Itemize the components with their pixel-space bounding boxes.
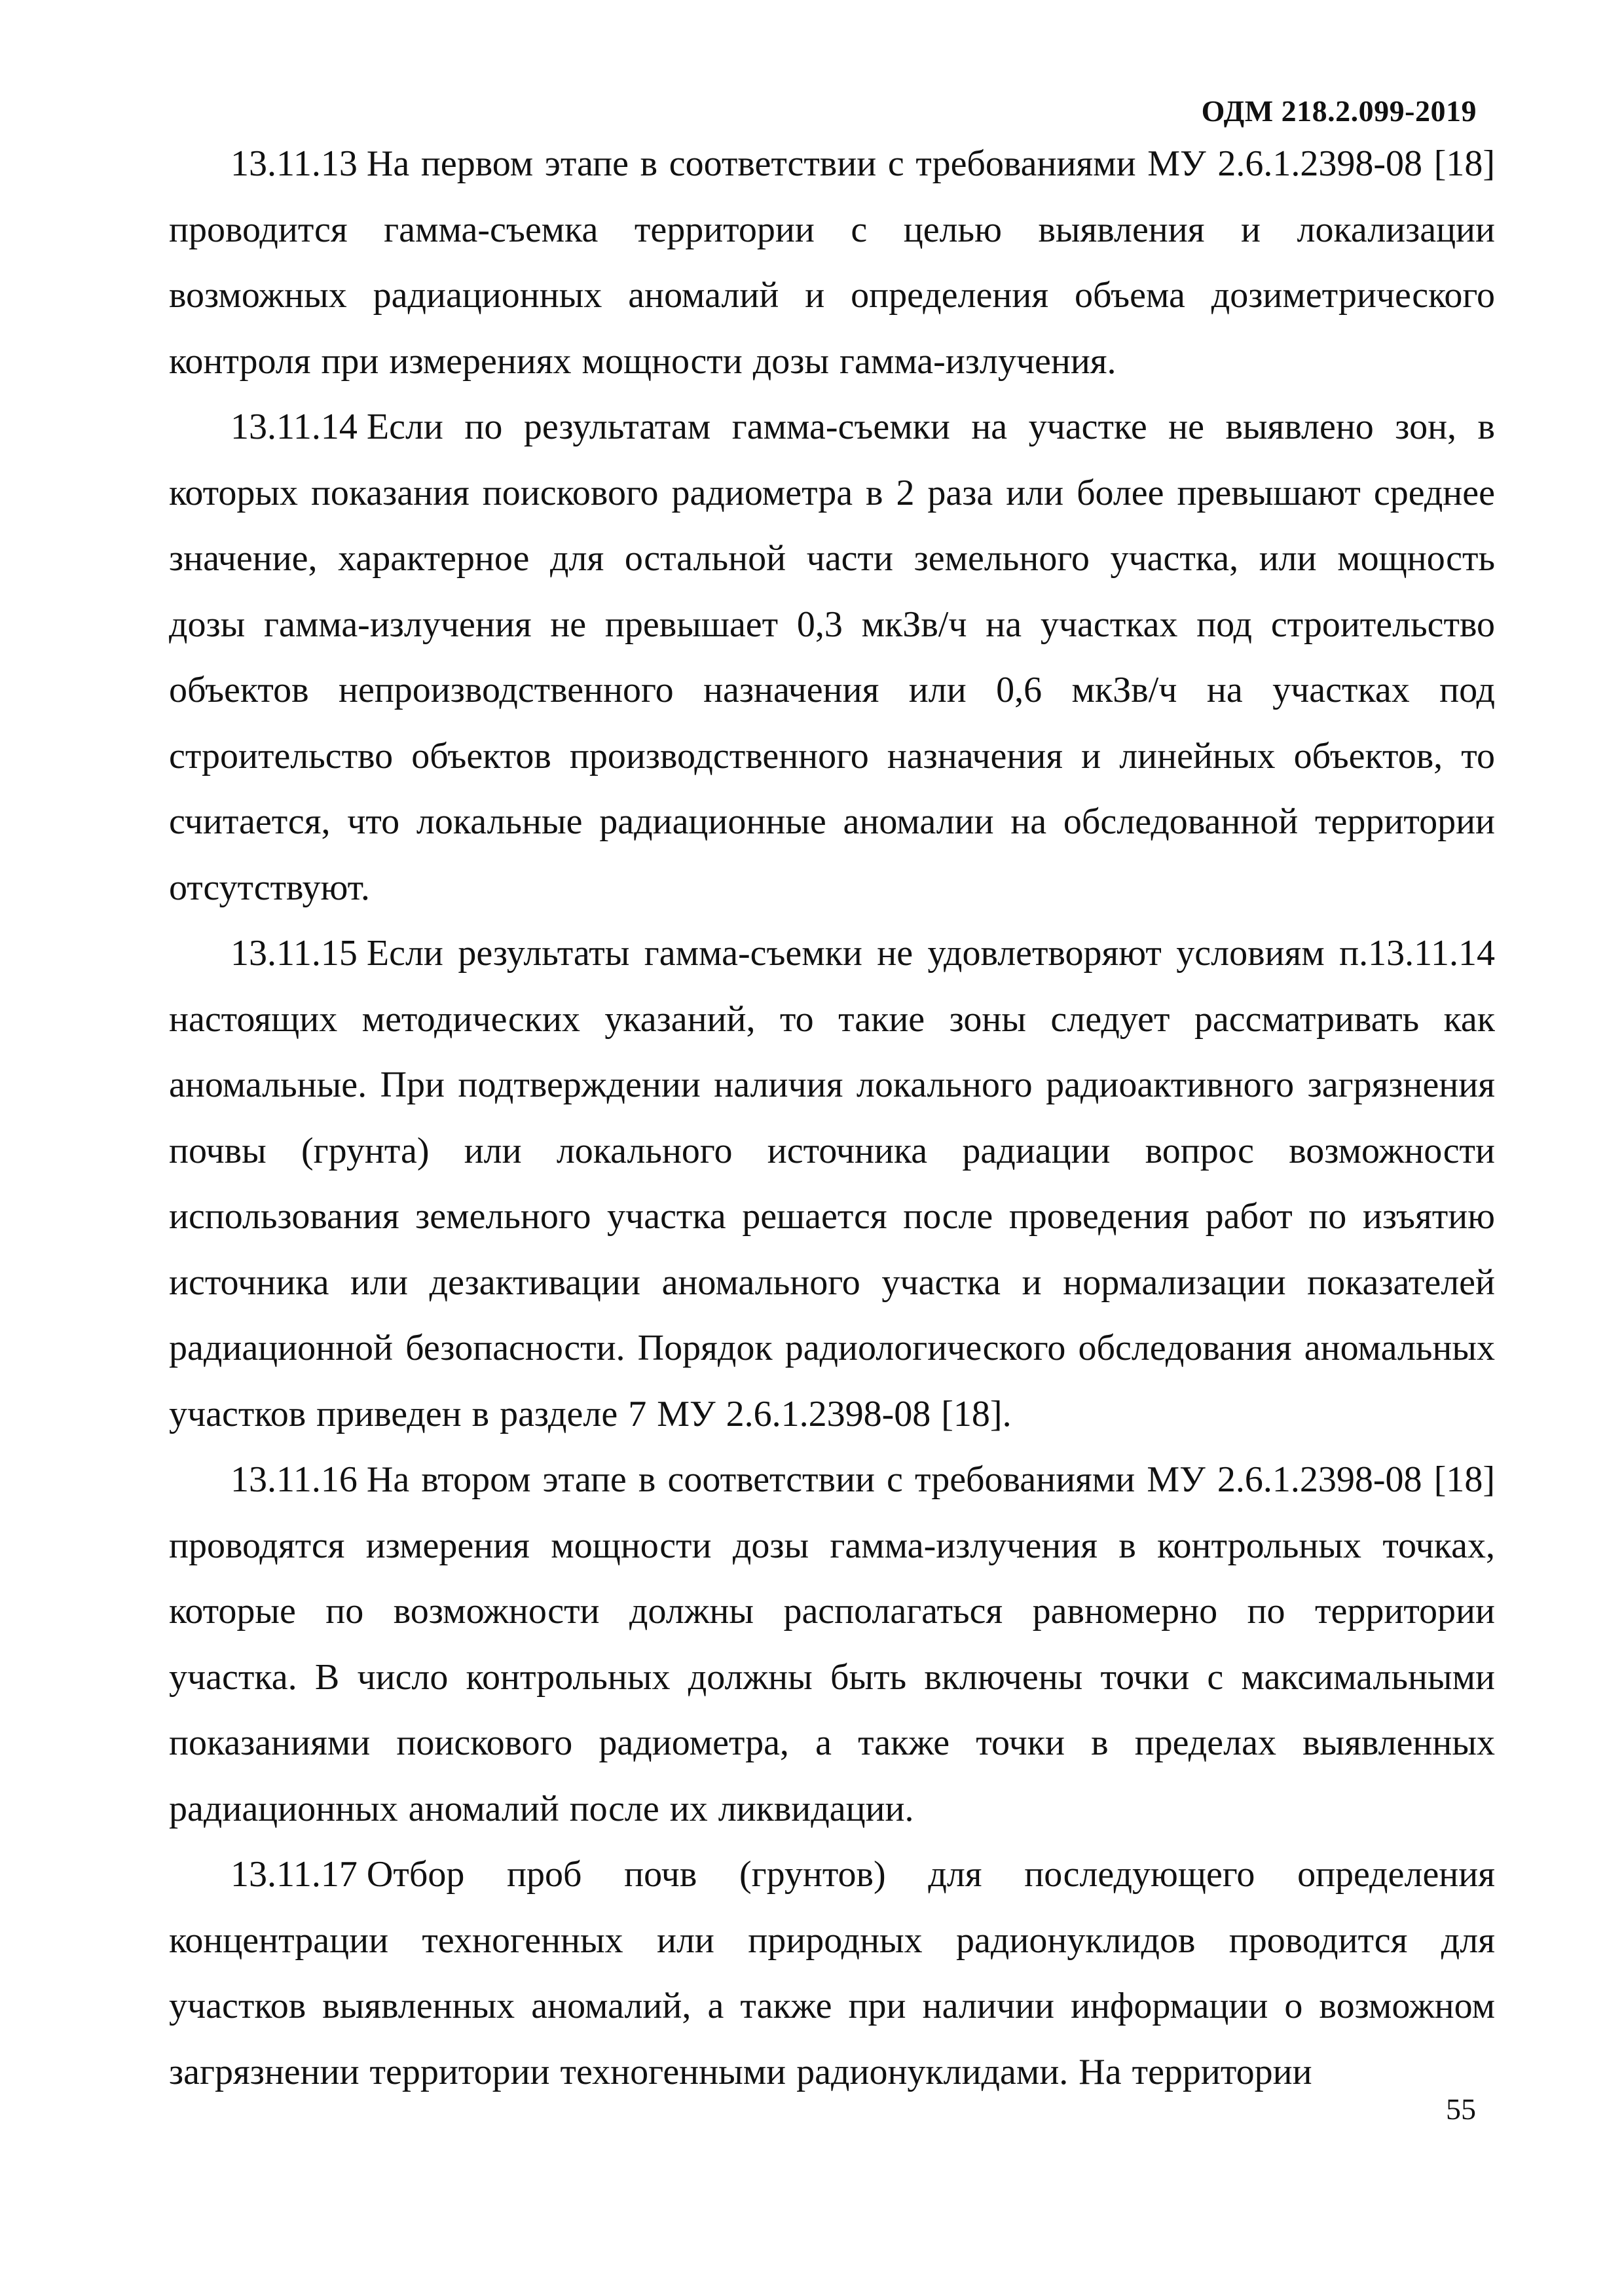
paragraph-number: 13.11.13	[231, 143, 358, 184]
paragraph-text: Отбор проб почв (грунтов) для последующего определения концентрации техногенных или природных радионуклидов проводится для участков выявленных аномалий, а также при наличии информации о возможном загрязнении территории техногенными радионуклидами. На территории	[169, 1854, 1495, 2092]
paragraph-text: Если результаты гамма-съемки не удовлетворяют условиям п.13.11.14 настоящих методических указаний, то такие зоны следует рассматривать как аномальные. При подтверждении наличия локального радиоактивного загрязнения почвы (грунта) или локального источника радиации вопрос возможности использования земельного участка решается после проведения работ по изъятию источника или дезактивации аномального участка и нормализации показателей радиационной безопасности. Порядок радиологического обследования аномальных участков приведен в разделе 7 МУ 2.6.1.2398-08 [18].	[169, 933, 1495, 1434]
paragraph-text: На первом этапе в соответствии с требованиями МУ 2.6.1.2398-08 [18] проводится гамма-съемка территории с целью выявления и локализации возможных радиационных аномалий и определения объема дозиметрического контроля при измерениях мощности дозы гамма-излучения.	[169, 143, 1495, 382]
document-id-header: ОДМ 218.2.099-2019	[1201, 94, 1477, 128]
paragraph-number: 13.11.14	[231, 407, 358, 447]
document-body	[169, 131, 1495, 2105]
paragraph-number: 13.11.16	[231, 1459, 358, 1500]
paragraph-13-11-14	[169, 394, 1495, 920]
paragraph-13-11-17	[169, 1842, 1495, 2105]
paragraph-text: Если по результатам гамма-съемки на участке не выявлено зон, в которых показания поискового радиометра в 2 раза или более превышают среднее значение, характерное для остальной части земельного участка, или мощность дозы гамма-излучения не превышает 0,3 мкЗв/ч на участках под строительство объектов непроизводственного назначения или 0,6 мкЗв/ч на участках под строительство объектов производственного назначения и линейных объектов, то считается, что локальные радиационные аномалии на обследованной территории отсутствуют.	[169, 407, 1495, 908]
paragraph-13-11-13	[169, 131, 1495, 394]
paragraph-13-11-15	[169, 920, 1495, 1447]
paragraph-number: 13.11.15	[231, 933, 358, 974]
paragraph-13-11-16	[169, 1447, 1495, 1842]
paragraph-text: На втором этапе в соответствии с требованиями МУ 2.6.1.2398-08 [18] проводятся измерения мощности дозы гамма-излучения в контрольных точках, которые по возможности должны располагаться равномерно по территории участка. В число контрольных должны быть включены точки с максимальными показаниями поискового радиометра, а также точки в пределах выявленных радиационных аномалий после их ликвидации.	[169, 1459, 1495, 1829]
paragraph-number: 13.11.17	[231, 1854, 358, 1895]
page-number: 55	[1446, 2092, 1476, 2126]
